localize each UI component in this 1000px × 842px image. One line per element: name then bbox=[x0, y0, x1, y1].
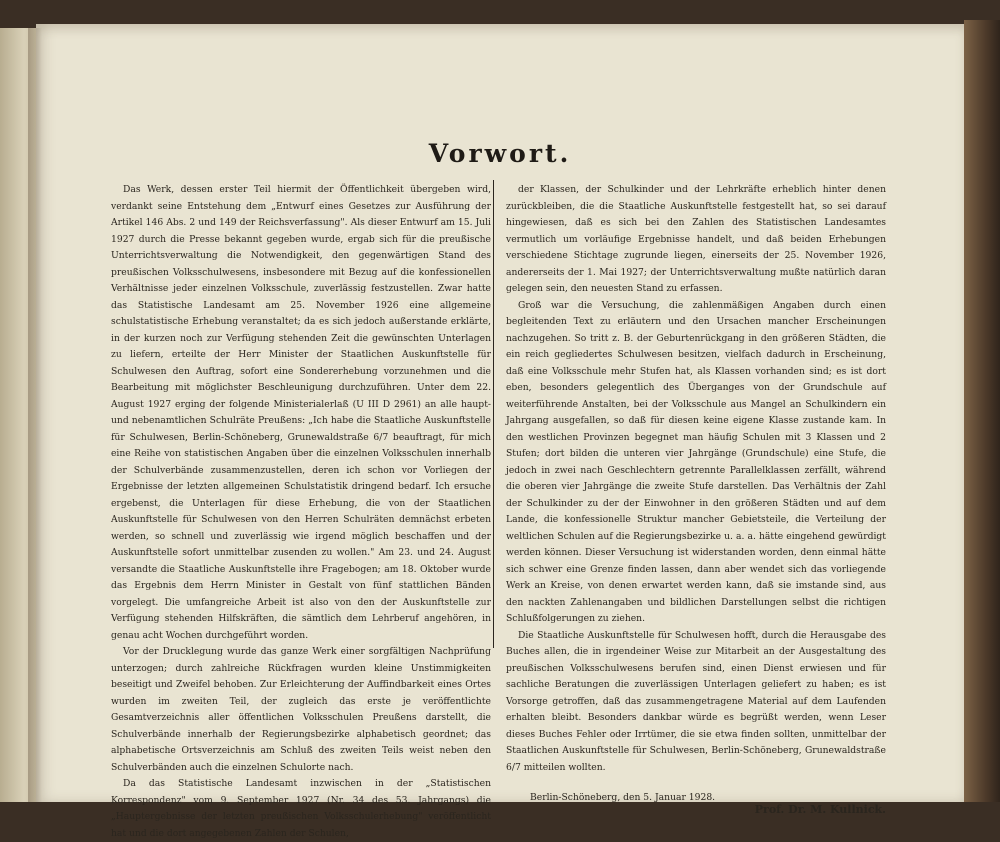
book-right-edge bbox=[964, 20, 1000, 802]
paragraph: Da das Statistische Landesamt inzwischen in der „Statistischen Korrespondenz" vom 9. September 1927 (Nr. 34 des 53. Jahrgangs) die „Hauptergebnisse der letzten preußischen Volksschulerhebung" veröffentlicht hat und die dort angegebenen Zahlen der Schulen, bbox=[111, 778, 491, 839]
signature-name: Prof. Dr. M. Kullnick. bbox=[754, 803, 886, 816]
paragraph: Vor der Drucklegung wurde das ganze Werk einer sorgfältigen Nachprüfung unterzogen; durch zahlreiche Rückfragen wurden kleine Unstimmigkeiten beseitigt und Zweifel behoben. Zur Erleichterung der Auffindbarkeit eines Ortes wurden im zweiten Teil, der zugleich das erste je veröffentlichte Gesamtverzeichnis aller öffentlichen Volksschulen Preußens darstellt, die Schulverbände innerhalb der Regierungsbezirke alphabetisch geordnet; das alphabetische Ortsverzeichnis am Schluß des zweiten Teils weist neben den Schulverbänden auch die einzelnen Schulorte nach. bbox=[111, 646, 491, 773]
paragraph: Die Staatliche Auskunftstelle für Schulwesen hofft, durch die Herausgabe des Buches allen, die in irgendeiner Weise zur Mitarbeit an der Ausgestaltung des preußischen Volksschulwesens berufen sind, einen Dienst erwiesen und für sachliche Beratungen die zuverlässigen Unterlagen geliefert zu haben; es ist Vorsorge getroffen, daß das zusammengetragene Material auf dem Laufenden erhalten bleibt. Besonders dankbar würde es begrüßt werden, wenn Leser dieses Buches Fehler oder Irrtümer, die sie etwa finden sollten, unmittelbar der Staatlichen Auskunftstelle für Schulwesen, Berlin-Schöneberg, Grunewaldstraße 6/7 mitteilen wollten. bbox=[506, 629, 886, 773]
paragraph: der Klassen, der Schulkinder und der Lehrkräfte erheblich hinter denen zurückbleiben, die die Staatliche Auskunftstelle festgestellt hat, so sei darauf hingewiesen, daß es sich bei den Zahlen des Statistischen Landesamtes vermutlich um vorläufige Ergebnisse handelt, und daß beiden Erhebungen verschiedene Stichtage zugrunde liegen, einerseits der 25. November 1926, andererseits der 1. Mai 1927; der Unterrichtsverwaltung mußte natürlich daran gelegen sein, den neuesten Stand zu erfassen. bbox=[506, 184, 886, 294]
signature-block bbox=[506, 790, 886, 816]
paragraph: Groß war die Versuchung, die zahlenmäßigen Angaben durch einen begleitenden Text zu erläutern und den Ursachen mancher Erscheinungen nachzugehen. So tritt z. B. der Geburtenrückgang in den größeren Städten, die ein reich gegliedertes Schulwesen besitzen, vielfach dadurch in Erscheinung, daß eine Volksschule mehr Stufen hat, als Klassen vorhanden sind; es ist dort eben, besonders gelegentlich des Überganges von der Grundschule auf weiterführende Anstalten, bei der Volksschule aus Mangel an Schulkindern ein Jahrgang ausgefallen, so daß für diesen keine eigene Klasse zustande kam. In den westlichen Provinzen begegnet man häufig Schulen mit 3 Klassen und 2 Stufen; dort bilden die unteren vier Jahrgänge (Grundschule) eine Stufe, die jedoch in zwei nach Geschlechtern getrennte Parallelklassen zerfällt, während die oberen vier Jahrgänge die zweite Stufe darstellen. Das Verhältnis der Zahl der Schulkinder zu der der Einwohner in den größeren Städten und auf dem Lande, die konfessionelle Struktur mancher Gebietsteile, die Verteilung der weltlichen Schulen auf die Regierungsbezirke u. a. a. hätte eingehend gewürdigt werden können. Dieser Versuchung ist widerstanden worden, denn einmal hätte sich schwer eine Grenze finden lassen, dann aber wendet sich das vorliegende Werk an Kreise, von denen erwartet werden kann, daß sie imstande sind, aus den nackten Zahlenangaben und bildlichen Darstellungen selbst die richtigen Schlußfolgerungen zu ziehen. bbox=[506, 299, 886, 624]
paragraph: Das Werk, dessen erster Teil hiermit der Öffentlichkeit übergeben wird, verdankt seine Entstehung dem „Entwurf eines Gesetzes zur Ausführung der Artikel 146 Abs. 2 und 149 der Reichsverfassung". Als dieser Entwurf am 15. Juli 1927 durch die Presse bekannt gegeben wurde, ergab sich für die preußische Unterrichtsverwaltung die Notwendigkeit, den gegenwärtigen Stand des preußischen Volksschulwesens, insbesondere mit Bezug auf die konfessionellen Verhältnisse jeder einzelnen Volksschule, zuverlässig festzustellen. Zwar hatte das Statistische Landesamt am 25. November 1926 eine allgemeine schulstatistische Erhebung veranstaltet; da es sich jedoch außerstande erklärte, in der kurzen noch zur Verfügung stehenden Zeit die gewünschten Unterlagen zu liefern, erteilte der Herr Minister der Staatlichen Auskunftstelle für Schulwesen den Auftrag, sofort eine Sondererhebung vorzunehmen und die Bearbeitung mit möglichster Beschleunigung durchzuführen. Unter dem 22. August 1927 erging der folgende Ministerialerlaß (U III D 2961) an alle haupt- und nebenamtlichen Schulräte Preußens: „Ich habe die Staatliche Auskunftstelle für Schulwesen, Berlin-Schöneberg, Grunewaldstraße 6/7 beauftragt, für mich eine Reihe von statistischen Angaben über die einzelnen Volksschulen innerhalb der Schulverbände zusammenzustellen, deren ich schon vor Vorliegen der Ergebnisse der letzten allgemeinen Schulstatistik dringend bedarf. Ich ersuche ergebenst, die Unterlagen für diese Erhebung, die von der Staatlichen Auskunftstelle für Schulwesen von den Herren Schulräten demnächst erbeten werden, so schnell und zuverlässig wie irgend möglich beschaffen und der Auskunftstelle sofort unmittelbar zusenden zu wollen." Am 23. und 24. August versandte die Staatliche Auskunftstelle ihre Fragebogen; am 18. Oktober wurde das Ergebnis dem Herrn Minister in Gestalt von fünf stattlichen Bänden vorgelegt. Die umfangreiche Arbeit ist also von den der Auskunftstelle zur Verfügung stehenden Hilfskräften, die sämtlich dem Lehrberuf angehören, in genau acht Wochen durchgeführt worden. bbox=[111, 184, 491, 641]
right-column bbox=[506, 182, 886, 816]
column-divider bbox=[493, 180, 494, 648]
page-title: Vorwort. bbox=[428, 139, 572, 168]
left-column bbox=[111, 182, 491, 842]
signature-place-date: Berlin-Schöneberg, den 5. Januar 1928. bbox=[530, 792, 716, 803]
